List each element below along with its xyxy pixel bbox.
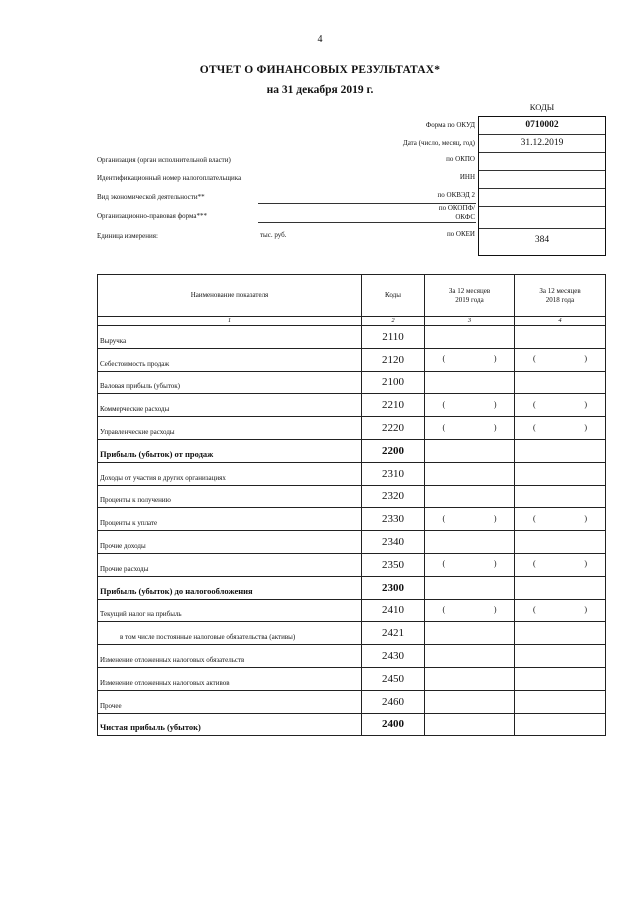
activity-underline [258, 203, 476, 204]
header-2019-line1: За 12 месяцев [448, 286, 491, 295]
close-paren: ) [493, 604, 497, 614]
legal-form-label: Организационно-правовая форма*** [97, 212, 208, 220]
value-2019-cell[interactable] [425, 326, 515, 349]
parentheses [533, 514, 587, 523]
value-2019-cell[interactable] [425, 485, 515, 508]
value-2018-cell[interactable] [515, 531, 606, 554]
financial-results-table [97, 274, 606, 736]
value-2018-cell[interactable] [515, 394, 606, 417]
row-name: Доходы от участия в других организациях [98, 462, 362, 485]
parentheses [533, 354, 587, 363]
value-2019-cell[interactable] [425, 690, 515, 713]
row-code: 2210 [362, 394, 425, 417]
unit-label: Единица измерения: [97, 232, 158, 240]
organization-label: Организация (орган исполнительной власти) [97, 156, 231, 164]
value-2018-cell[interactable] [515, 713, 606, 736]
row-code: 2200 [362, 439, 425, 462]
value-2019-cell[interactable] [425, 508, 515, 531]
parentheses [533, 400, 587, 409]
row-name: Коммерческие расходы [98, 394, 362, 417]
date-value[interactable]: 31.12.2019 [479, 135, 605, 153]
row-name: Прочее [98, 690, 362, 713]
table-row [98, 713, 606, 736]
close-paren: ) [584, 422, 587, 432]
open-paren: ( [533, 604, 536, 614]
header-2018-line1: За 12 месяцев [539, 286, 581, 295]
report-title: ОТЧЕТ О ФИНАНСОВЫХ РЕЗУЛЬТАТАХ* [199, 64, 441, 76]
table-row [98, 371, 606, 394]
open-paren: ( [442, 513, 446, 523]
report-date-subtitle: на 31 декабря 2019 г. [266, 84, 374, 96]
row-code: 2220 [362, 417, 425, 440]
close-paren: ) [584, 513, 587, 523]
okei-label: по ОКЕИ [446, 230, 475, 238]
header-period-2018 [515, 275, 606, 317]
value-2019-cell[interactable] [425, 371, 515, 394]
value-2019-cell[interactable] [425, 531, 515, 554]
table-row [98, 599, 606, 622]
row-name: Прибыль (убыток) до налогообложения [98, 576, 362, 599]
header-2018-line2: 2018 года [545, 295, 575, 304]
row-name: Чистая прибыль (убыток) [98, 713, 362, 736]
open-paren: ( [533, 513, 536, 523]
table-row [98, 690, 606, 713]
close-paren: ) [493, 559, 497, 569]
value-2018-cell[interactable] [515, 576, 606, 599]
parentheses [443, 559, 497, 568]
row-code: 2350 [362, 553, 425, 576]
unit-value: тыс. руб. [260, 231, 287, 239]
row-code: 2400 [362, 713, 425, 736]
open-paren: ( [533, 422, 536, 432]
parentheses [443, 354, 497, 363]
row-name: Прочие доходы [98, 531, 362, 554]
parentheses [443, 400, 497, 409]
table-row [98, 462, 606, 485]
parentheses [443, 605, 497, 614]
parentheses [443, 514, 497, 523]
legal-form-underline [258, 222, 476, 223]
value-2019-cell[interactable] [425, 394, 515, 417]
value-2019-cell[interactable] [425, 599, 515, 622]
row-code: 2340 [362, 531, 425, 554]
open-paren: ( [533, 559, 536, 569]
codes-header: КОДЫ [529, 102, 555, 112]
okfs-label: ОКФС [455, 213, 475, 221]
okei-value[interactable]: 384 [534, 235, 550, 245]
table-row [98, 348, 606, 371]
value-2018-cell[interactable] [515, 690, 606, 713]
row-name: Текущий налог на прибыль [98, 599, 362, 622]
col-number: 1 [98, 317, 362, 326]
table-row [98, 531, 606, 554]
header-period-2019 [425, 275, 515, 317]
parentheses [443, 423, 497, 432]
row-code: 2310 [362, 462, 425, 485]
parentheses [533, 559, 587, 568]
value-2018-cell[interactable] [515, 417, 606, 440]
row-name: Проценты к уплате [98, 508, 362, 531]
row-code: 2120 [362, 348, 425, 371]
parentheses [533, 423, 587, 432]
value-2019-cell[interactable] [425, 622, 515, 645]
okpo-label: по ОКПО [446, 155, 475, 163]
row-code: 2460 [362, 690, 425, 713]
parentheses [533, 605, 587, 614]
table-row [98, 326, 606, 349]
row-name: в том числе постоянные налоговые обязательства (активы) [98, 622, 362, 645]
value-2019-cell[interactable] [425, 553, 515, 576]
open-paren: ( [442, 354, 446, 364]
close-paren: ) [493, 422, 497, 432]
row-code: 2300 [362, 576, 425, 599]
table-row [98, 576, 606, 599]
okpo-value[interactable] [479, 153, 605, 171]
okopf-label: по ОКОПФ/ [438, 204, 475, 212]
table-row [98, 508, 606, 531]
table-row [98, 394, 606, 417]
row-code: 2410 [362, 599, 425, 622]
row-name: Валовая прибыль (убыток) [98, 371, 362, 394]
value-2019-cell[interactable] [425, 417, 515, 440]
inn-label: ИНН [459, 173, 475, 181]
header-code: Коды [362, 275, 425, 317]
row-code: 2430 [362, 645, 425, 668]
inn-full-label: Идентификационный номер налогоплательщика [97, 174, 242, 182]
row-code: 2421 [362, 622, 425, 645]
col-number: 2 [362, 317, 425, 326]
value-2019-cell[interactable] [425, 645, 515, 668]
value-2018-cell[interactable] [515, 348, 606, 371]
value-2019-cell[interactable] [425, 462, 515, 485]
okud-value[interactable]: 0710002 [479, 117, 605, 135]
close-paren: ) [584, 399, 587, 409]
value-2019-cell[interactable] [425, 439, 515, 462]
value-2018-cell[interactable] [515, 485, 606, 508]
col-number: 4 [515, 317, 606, 326]
row-name: Выручка [98, 326, 362, 349]
value-2018-cell[interactable] [515, 599, 606, 622]
value-2019-cell[interactable] [425, 576, 515, 599]
value-2018-cell[interactable] [515, 508, 606, 531]
close-paren: ) [493, 354, 497, 364]
value-2018-cell[interactable] [515, 667, 606, 690]
row-name: Проценты к получению [98, 485, 362, 508]
open-paren: ( [442, 604, 446, 614]
table-row [98, 667, 606, 690]
value-2019-cell[interactable] [425, 667, 515, 690]
value-2018-cell[interactable] [515, 622, 606, 645]
inn-value[interactable] [479, 171, 605, 189]
row-code: 2330 [362, 508, 425, 531]
close-paren: ) [584, 604, 587, 614]
okved-value[interactable] [479, 189, 605, 207]
table-row [98, 485, 606, 508]
row-code: 2320 [362, 485, 425, 508]
codes-box [478, 116, 606, 256]
open-paren: ( [533, 399, 536, 409]
header-2019-line2: 2019 года [455, 295, 484, 304]
close-paren: ) [493, 513, 497, 523]
header-name: Наименование показателя [98, 275, 362, 317]
activity-label: Вид экономической деятельности** [97, 193, 205, 201]
value-2018-cell[interactable] [515, 439, 606, 462]
close-paren: ) [493, 399, 497, 409]
value-2018-cell[interactable] [515, 371, 606, 394]
open-paren: ( [533, 354, 536, 364]
row-name: Управленческие расходы [98, 417, 362, 440]
okopf-okfs-value[interactable] [479, 207, 605, 229]
close-paren: ) [584, 354, 587, 364]
row-name: Прибыль (убыток) от продаж [98, 439, 362, 462]
row-code: 2100 [362, 371, 425, 394]
date-label: Дата (число, месяц, год) [402, 139, 475, 147]
value-2018-cell[interactable] [515, 326, 606, 349]
okud-label: Форма по ОКУД [425, 121, 475, 129]
value-2018-cell[interactable] [515, 553, 606, 576]
value-2018-cell[interactable] [515, 645, 606, 668]
page-number: 4 [317, 34, 323, 45]
row-name: Изменение отложенных налоговых обязательств [98, 645, 362, 668]
value-2018-cell[interactable] [515, 462, 606, 485]
close-paren: ) [584, 559, 587, 569]
table-row [98, 622, 606, 645]
row-code: 2450 [362, 667, 425, 690]
table-row [98, 553, 606, 576]
okved-label: по ОКВЭД 2 [437, 191, 475, 199]
row-name: Изменение отложенных налоговых активов [98, 667, 362, 690]
row-name: Прочие расходы [98, 553, 362, 576]
row-code: 2110 [362, 326, 425, 349]
table-row [98, 645, 606, 668]
value-2019-cell[interactable] [425, 348, 515, 371]
open-paren: ( [442, 559, 446, 569]
open-paren: ( [442, 399, 446, 409]
col-number: 3 [425, 317, 515, 326]
table-row [98, 417, 606, 440]
open-paren: ( [442, 422, 446, 432]
row-name: Себестоимость продаж [98, 348, 362, 371]
value-2019-cell[interactable] [425, 713, 515, 736]
table-row [98, 439, 606, 462]
